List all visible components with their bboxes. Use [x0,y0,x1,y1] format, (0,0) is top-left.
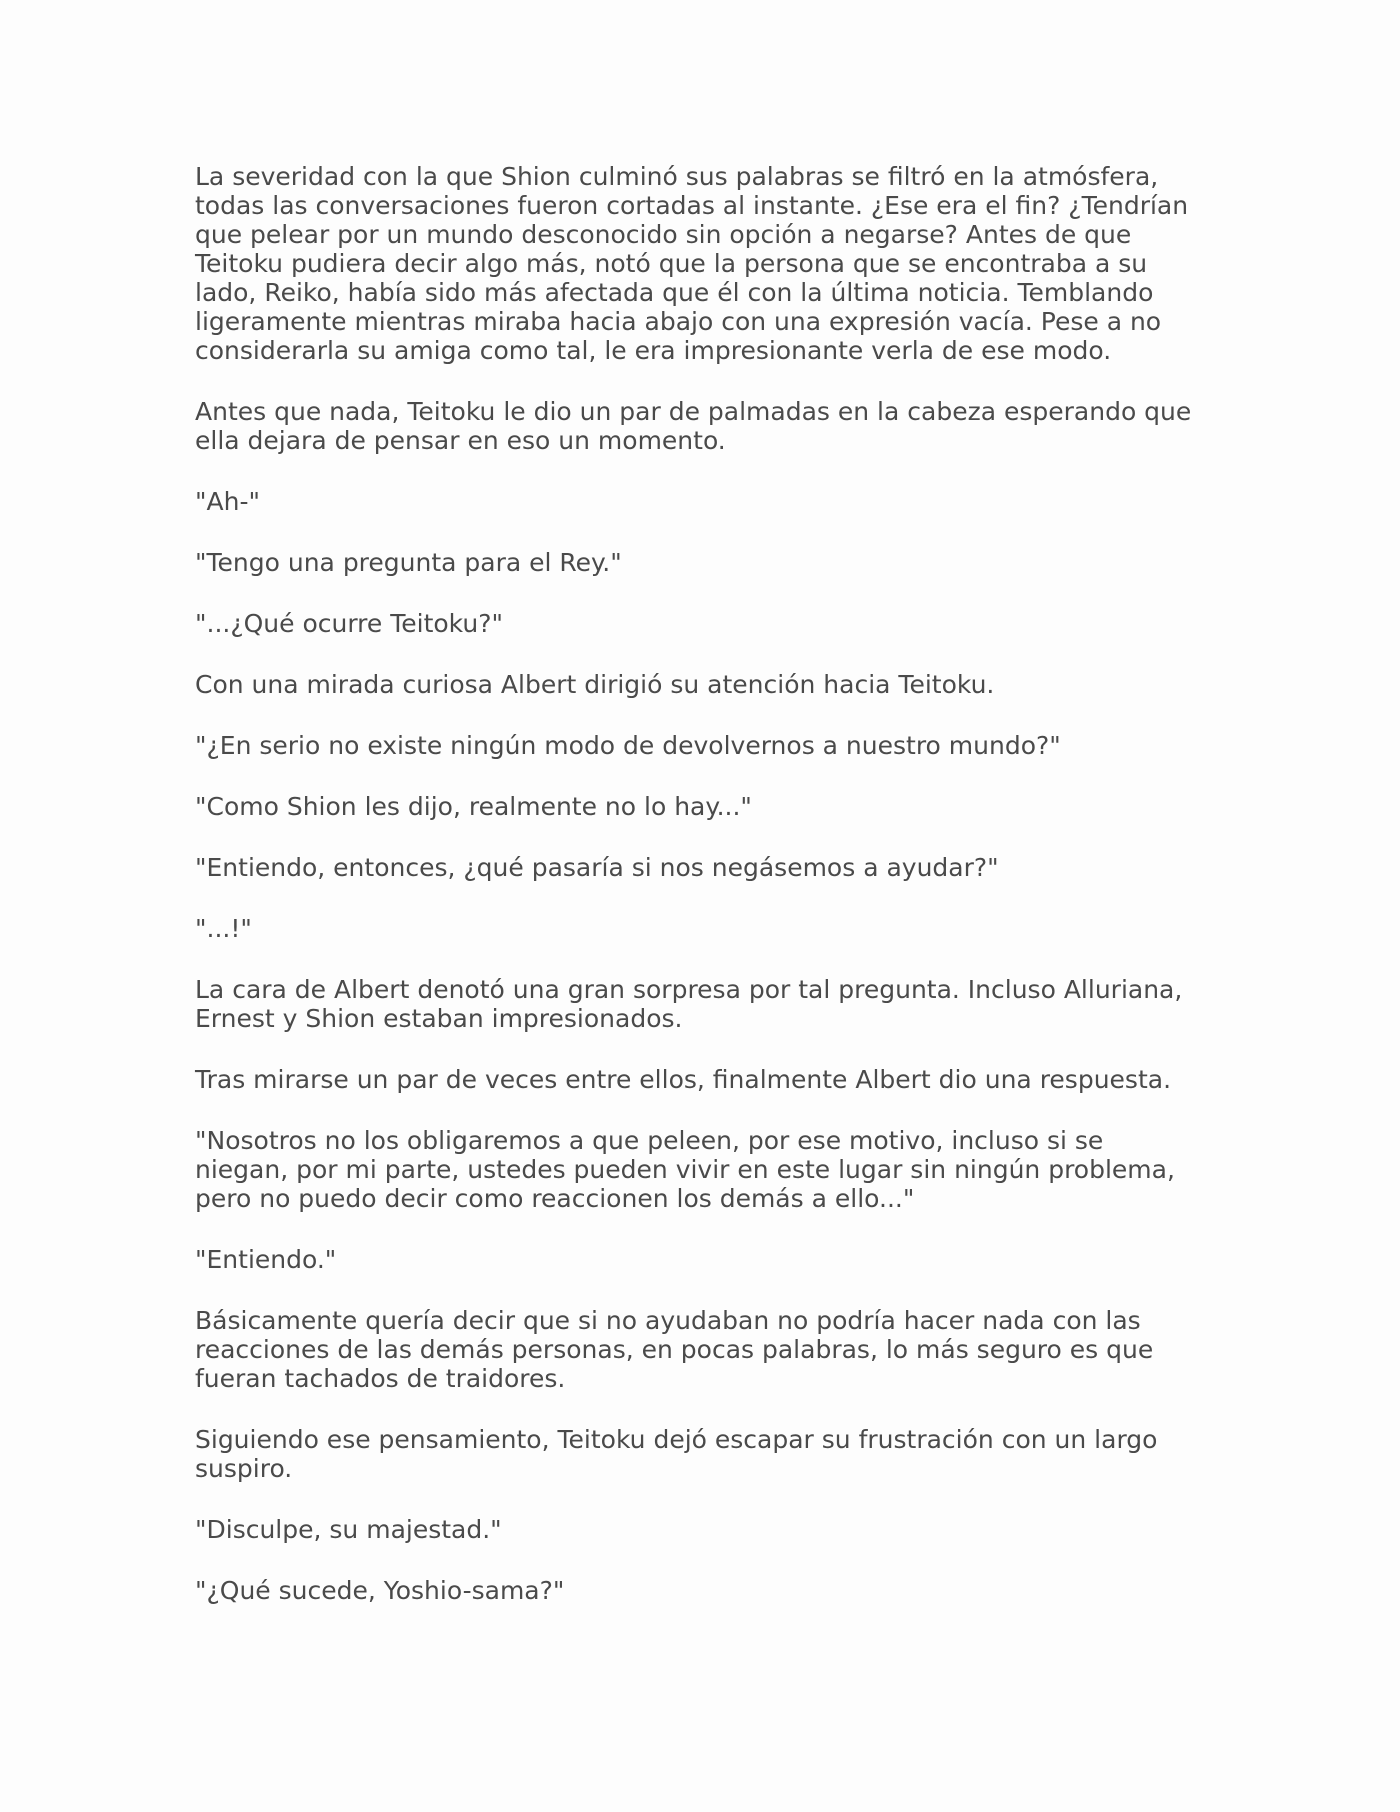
narrative-paragraph: La severidad con la que Shion culminó sus palabras se filtró en la atmósfera, todas las conversaciones fueron cortadas al instante. ¿Ese era el fin? ¿Tendrían que pelear por un mundo desconocido sin opción a negarse? Antes de que Teitoku pudiera decir algo más, notó que la persona que se encontraba a su lado, Reiko, había sido más afectada que él con la última noticia. Temblando ligeramente mientras miraba hacia abajo con una expresión vacía. Pese a no considerarla su amiga como tal, le era impresionante verla de ese modo. [195,162,1189,365]
dialogue-line: "...¿Qué ocurre Teitoku?" [195,609,504,638]
narrative-paragraph: Tras mirarse un par de veces entre ellos, finalmente Albert dio una respuesta. [195,1065,1172,1094]
dialogue-line: "Entiendo, entonces, ¿qué pasaría si nos negásemos a ayudar?" [195,853,999,882]
dialogue-line: "Disculpe, su majestad." [195,1515,502,1544]
narrative-paragraph: Básicamente quería decir que si no ayudaban no podría hacer nada con las reacciones de las demás personas, en pocas palabras, lo más seguro es que fueran tachados de traidores. [195,1306,1154,1393]
dialogue-line: "Entiendo." [195,1245,337,1274]
dialogue-line: "Como Shion les dijo, realmente no lo hay..." [195,792,752,821]
dialogue-line: "Tengo una pregunta para el Rey." [195,548,622,577]
dialogue-line: "Ah-" [195,487,260,516]
narrative-paragraph: Siguiendo ese pensamiento, Teitoku dejó escapar su frustración con un largo suspiro. [195,1425,1158,1483]
narrative-paragraph: Antes que nada, Teitoku le dio un par de palmadas en la cabeza esperando que ella dejara de pensar en eso un momento. [195,397,1192,455]
document-body [195,162,1225,1637]
narrative-paragraph: Con una mirada curiosa Albert dirigió su atención hacia Teitoku. [195,670,995,699]
dialogue-line: "¿En serio no existe ningún modo de devolvernos a nuestro mundo?" [195,731,1061,760]
narrative-paragraph: La cara de Albert denotó una gran sorpresa por tal pregunta. Incluso Alluriana, Ernest y Shion estaban impresionados. [195,975,1183,1033]
dialogue-line: "...!" [195,914,252,943]
dialogue-line: "¿Qué sucede, Yoshio-sama?" [195,1576,565,1605]
dialogue-line: "Nosotros no los obligaremos a que peleen, por ese motivo, incluso si se niegan, por mi parte, ustedes pueden vivir en este lugar sin ningún problema, pero no puedo decir como reaccionen los demás a ello..." [195,1126,1175,1213]
